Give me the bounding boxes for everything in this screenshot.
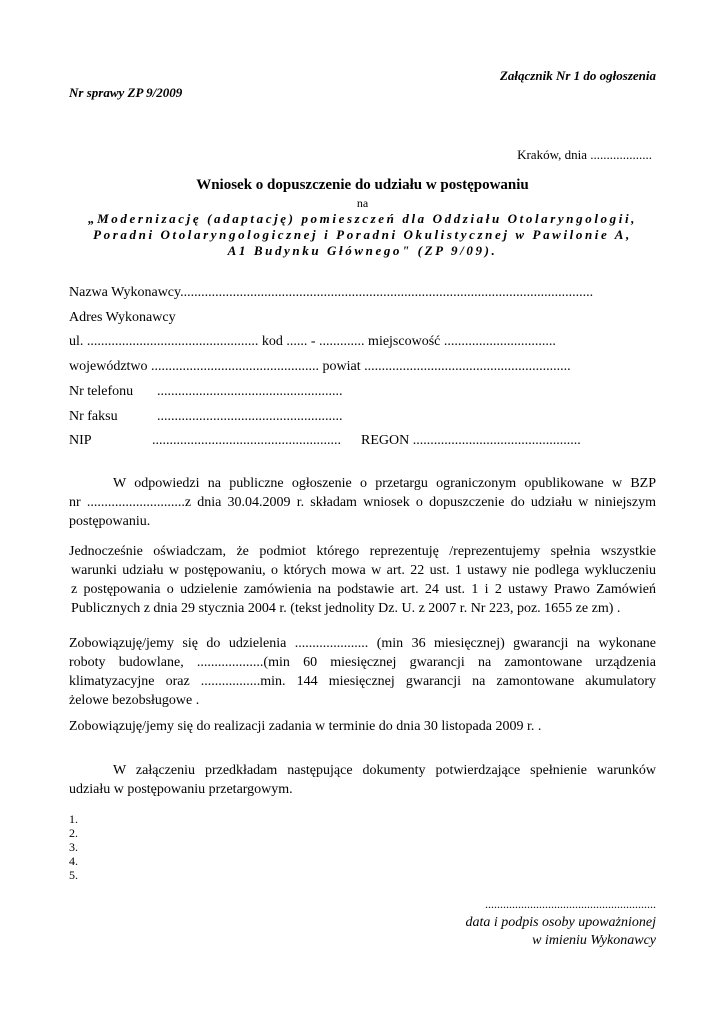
voivodeship-field: województwo ................................................ powiat ........................................................... <box>69 359 571 374</box>
case-number: Nr sprawy ZP 9/2009 <box>69 85 183 100</box>
nip-dots: ...................................................... <box>152 433 341 448</box>
attachment-item-2: 2. <box>69 826 78 840</box>
signature-caption-1: data i podpis osoby upoważnionej <box>465 915 656 930</box>
paragraph-declaration-line-1: Jednocześnie oświadczam, że podmiot którego reprezentuję /reprezentujemy spełnia wszystkie <box>69 544 656 559</box>
signature-caption-2: w imieniu Wykonawcy <box>532 933 656 948</box>
attachment-item-5: 5. <box>69 868 78 882</box>
place-date: Kraków, dnia ................... <box>517 147 652 162</box>
paragraph-warranty-line-3: klimatyzacyjne oraz .................min. 144 miesięcznej gwarancji na zamontowane akumulatory <box>69 674 656 689</box>
attachment-label: Załącznik Nr 1 do ogłoszenia <box>499 68 656 83</box>
paragraph-warranty <box>69 634 656 710</box>
paragraph-declaration-line-3: z postępowania o udzielenie zamówienia na podstawie art. 24 ust. 1 i 2 ustawy Prawo Zamówień <box>71 582 656 597</box>
paragraph-warranty-line-1: Zobowiązuję/jemy się do udzielenia ..................... (min 36 miesięcznej) gwarancji na wykonane <box>69 636 656 651</box>
contractor-name-field: Nazwa Wykonawcy...................................................................................................................... <box>69 285 594 300</box>
attachment-item-1: 1. <box>69 812 78 826</box>
paragraph-request-line-2: nr ............................z dnia 30.04.2009 r. składam wniosek o dopuszczenie do udziału w niniejszym <box>69 495 656 510</box>
fax-label: Nr faksu <box>69 409 118 424</box>
subject-line-3: A1 Budynku Głównego" (ZP 9/09). <box>227 243 498 258</box>
paragraph-warranty-line-2: roboty budowlane, ...................(min 60 miesięcznej gwarancji na zamontowane urządzenia <box>69 655 656 670</box>
paragraph-deadline: Zobowiązuję/jemy się do realizacji zadania w terminie do dnia 30 listopada 2009 r. . <box>69 719 542 734</box>
subject-line-2: Poradni Otolaryngologicznej i Poradni Okulistycznej w Pawilonie A, <box>93 227 632 242</box>
subject-line-1: „Modernizację (adaptację) pomieszczeń dla Oddziału Otolaryngologii, <box>87 211 638 226</box>
phone-label: Nr telefonu <box>69 384 134 399</box>
street-field: ul. ................................................. kod ...... - ............. miejscowość ................................ <box>69 334 556 349</box>
title-na: na <box>356 196 369 210</box>
paragraph-request <box>69 474 656 531</box>
attachment-item-3: 3. <box>69 840 78 854</box>
paragraph-attachments-line-2: udziału w postępowaniu przetargowym. <box>69 782 293 797</box>
fax-dots: ..................................................... <box>157 409 343 424</box>
document-title: Wniosek o dopuszczenie do udziału w postępowaniu <box>196 177 529 193</box>
phone-dots: ..................................................... <box>157 384 343 399</box>
paragraph-attachments <box>69 761 656 799</box>
contractor-address-label: Adres Wykonawcy <box>69 310 176 325</box>
nip-label: NIP <box>69 433 92 448</box>
paragraph-request-line-3: postępowaniu. <box>69 514 151 529</box>
regon-field: REGON ................................................ <box>361 433 581 448</box>
paragraph-declaration <box>69 542 656 618</box>
signature-line: ......................................................... <box>485 897 656 911</box>
paragraph-declaration-line-2: warunki udziału w postępowaniu, o których mowa w art. 22 ust. 1 ustawy nie podlega wykluczeniu <box>71 563 656 578</box>
paragraph-warranty-line-4: żelowe bezobsługowe . <box>69 693 200 708</box>
attachment-item-4: 4. <box>69 854 78 868</box>
paragraph-declaration-line-4: Publicznych z dnia 29 stycznia 2004 r. (tekst jednolity Dz. U. z 2007 r. Nr 223, poz. 1655 ze zm) . <box>71 601 621 616</box>
paragraph-attachments-line-1: W załączeniu przedkładam następujące dokumenty potwierdzające spełnienie warunków <box>113 763 656 778</box>
paragraph-request-line-1: W odpowiedzi na publiczne ogłoszenie o przetargu ograniczonym opublikowane w BZP <box>113 476 656 491</box>
